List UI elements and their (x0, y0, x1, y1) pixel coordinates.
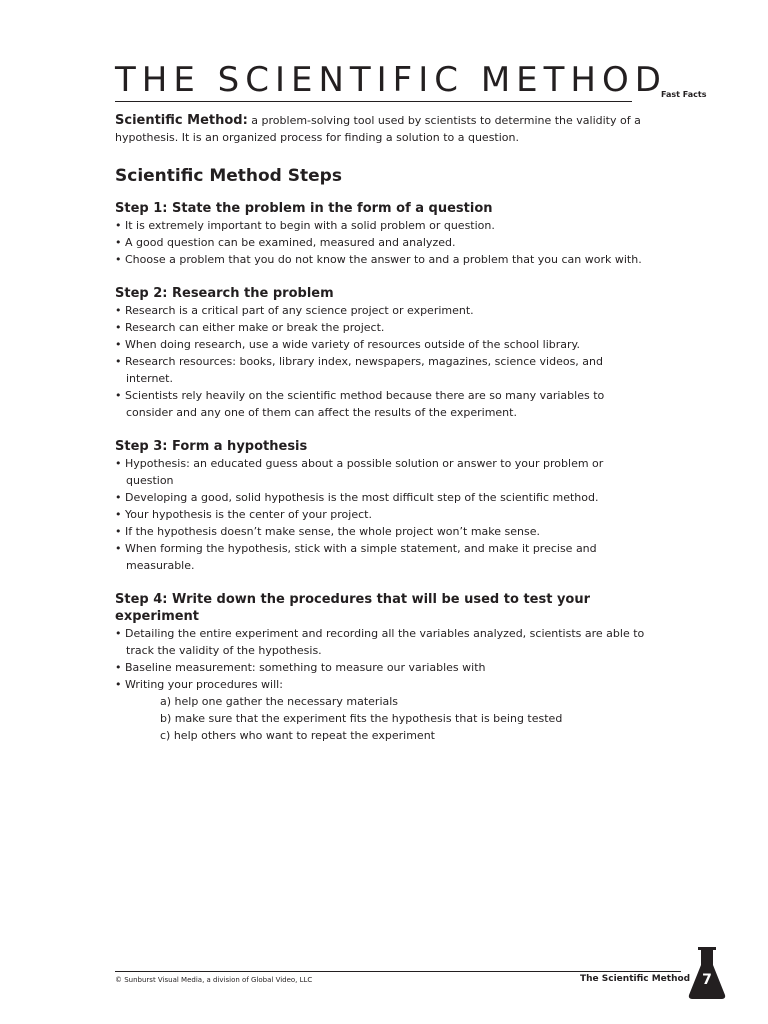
step-heading: Step 2: Research the problem (115, 286, 334, 301)
definition (115, 112, 645, 146)
list-item: • Writing your procedures will: (115, 676, 645, 693)
list-item: • A good question can be examined, measured and analyzed. (115, 234, 645, 251)
list-item: • When forming the hypothesis, stick with a simple statement, and make it precise and measurable. (115, 540, 645, 574)
list-item: • Research can either make or break the project. (115, 319, 645, 336)
list-item: • When doing research, use a wide variety of resources outside of the school library. (115, 336, 645, 353)
list-item: • Developing a good, solid hypothesis is the most difficult step of the scientific method. (115, 489, 645, 506)
bullet-list (115, 455, 645, 574)
list-item: • Detailing the entire experiment and recording all the variables analyzed, scientists are able to track the validity of the hypothesis. (115, 625, 645, 659)
copyright-text: © Sunburst Visual Media, a division of Global Video, LLC (115, 976, 313, 984)
list-item: • If the hypothesis doesn’t make sense, the whole project won’t make sense. (115, 523, 645, 540)
list-item: • Baseline measurement: something to measure our variables with (115, 659, 645, 676)
step-3 (115, 438, 645, 574)
bullet-list (115, 217, 645, 268)
step-2 (115, 285, 645, 421)
list-item: • Research resources: books, library index, newspapers, magazines, science videos, and internet. (115, 353, 645, 387)
list-item: • Research is a critical part of any science project or experiment. (115, 302, 645, 319)
page-title: THE SCIENTIFIC METHOD (115, 60, 667, 100)
step-heading: Step 1: State the problem in the form of a question (115, 201, 493, 216)
list-item: • Scientists rely heavily on the scientific method because there are so many variables to consider and any one of them can affect the results of the experiment. (115, 387, 645, 421)
sub-item: c) help others who want to repeat the experiment (160, 729, 435, 742)
list-item: • It is extremely important to begin with a solid problem or question. (115, 217, 645, 234)
bullet-list (115, 625, 645, 693)
definition-term: Scientific Method: (115, 113, 248, 128)
section-label: Fast Facts (661, 90, 707, 99)
steps-heading: Scientific Method Steps (115, 166, 342, 186)
page-number: 7 (702, 972, 712, 988)
list-item: • Hypothesis: an educated guess about a possible solution or answer to your problem or question (115, 455, 645, 489)
main-content (115, 112, 645, 761)
footer-divider (115, 971, 681, 972)
list-item: • Choose a problem that you do not know the answer to and a problem that you can work with. (115, 251, 645, 268)
step-1 (115, 200, 645, 268)
step-heading: Step 4: Write down the procedures that will be used to test your experiment (115, 592, 591, 624)
bullet-list (115, 302, 645, 421)
definition-text: a problem-solving tool used by scientists to determine the validity of a hypothesis. It is an organized process for finding a solution to a question. (115, 114, 641, 144)
sub-item: a) help one gather the necessary materials (160, 695, 399, 708)
list-item: • Your hypothesis is the center of your project. (115, 506, 645, 523)
footer-doc-title: The Scientific Method (580, 974, 691, 984)
sub-item: b) make sure that the experiment fits the hypothesis that is being tested (160, 712, 563, 725)
step-4 (115, 591, 645, 744)
title-divider (115, 101, 632, 102)
step-heading: Step 3: Form a hypothesis (115, 439, 308, 454)
